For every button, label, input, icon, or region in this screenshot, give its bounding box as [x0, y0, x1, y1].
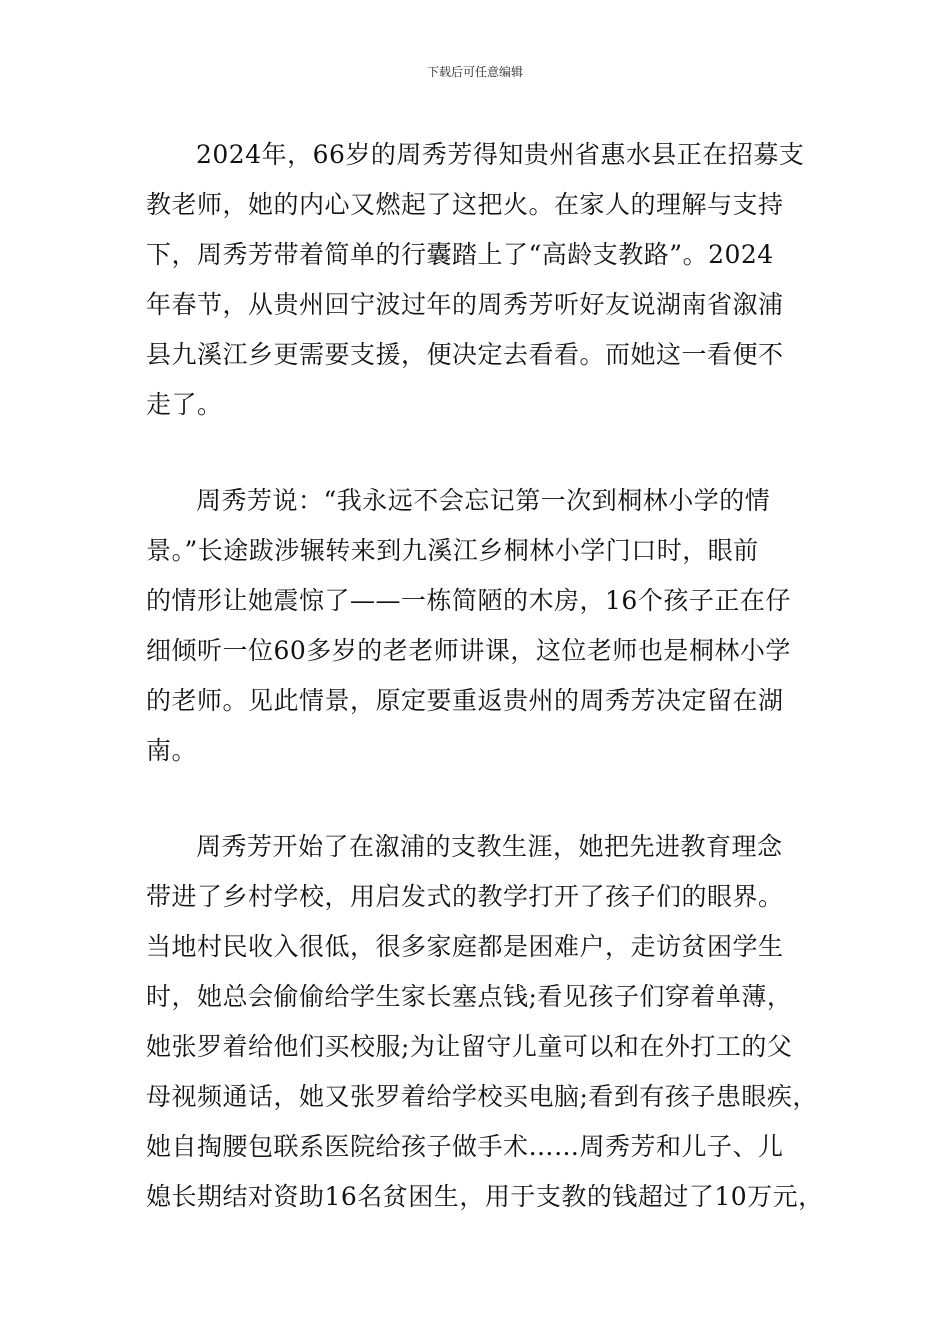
- paragraph-line: 周秀芳开始了在溆浦的支教生涯，她把先进教育理念: [196, 832, 783, 861]
- paragraph-3: [146, 822, 826, 1222]
- paragraph-line: 当地村民收入很低，很多家庭都是困难户，走访贫困学生: [146, 932, 784, 961]
- paragraph-line: 2024年，66岁的周秀芳得知贵州省惠水县正在招募支: [196, 140, 805, 169]
- paragraph-line: 她张罗着给他们买校服;为让留守儿童可以和在外打工的父: [146, 1032, 793, 1061]
- paragraph-line: 走了。: [146, 390, 223, 419]
- paragraph-gap: [146, 430, 826, 476]
- paragraph-2: [146, 476, 826, 776]
- paragraph-line: 景。”长途跋涉辗转来到九溪江乡桐林小学门口时，眼前: [146, 536, 759, 565]
- paragraph-1: [146, 130, 826, 430]
- paragraph-line: 周秀芳说：“我永远不会忘记第一次到桐林小学的情: [196, 486, 771, 515]
- paragraph-line: 下，周秀芳带着简单的行囊踏上了“高龄支教路”。2024: [146, 240, 774, 269]
- document-body: [146, 130, 826, 1222]
- paragraph-line: 她自掏腰包联系医院给孩子做手术……周秀芳和儿子、儿: [146, 1132, 784, 1161]
- paragraph-line: 教老师，她的内心又燃起了这把火。在家人的理解与支持: [146, 190, 784, 219]
- paragraph-gap: [146, 776, 826, 822]
- paragraph-line: 带进了乡村学校，用启发式的教学打开了孩子们的眼界。: [146, 882, 784, 911]
- paragraph-line: 县九溪江乡更需要支援，便决定去看看。而她这一看便不: [146, 340, 784, 369]
- paragraph-line: 媳长期结对资助16名贫困生，用于支教的钱超过了10万元，: [146, 1182, 824, 1211]
- paragraph-line: 年春节，从贵州回宁波过年的周秀芳听好友说湖南省溆浦: [146, 290, 784, 319]
- page-header: 下载后可任意编辑: [426, 65, 523, 79]
- paragraph-line: 细倾听一位60多岁的老老师讲课，这位老师也是桐林小学: [146, 636, 791, 665]
- paragraph-line: 的情形让她震惊了——一栋简陋的木房，16个孩子正在仔: [146, 586, 791, 615]
- paragraph-line: 的老师。见此情景，原定要重返贵州的周秀芳决定留在湖: [146, 686, 784, 715]
- paragraph-line: 南。: [146, 736, 198, 765]
- paragraph-line: 时，她总会偷偷给学生家长塞点钱;看见孩子们穿着单薄，: [146, 982, 793, 1011]
- paragraph-line: 母视频通话，她又张罗着给学校买电脑;看到有孩子患眼疾，: [146, 1082, 818, 1111]
